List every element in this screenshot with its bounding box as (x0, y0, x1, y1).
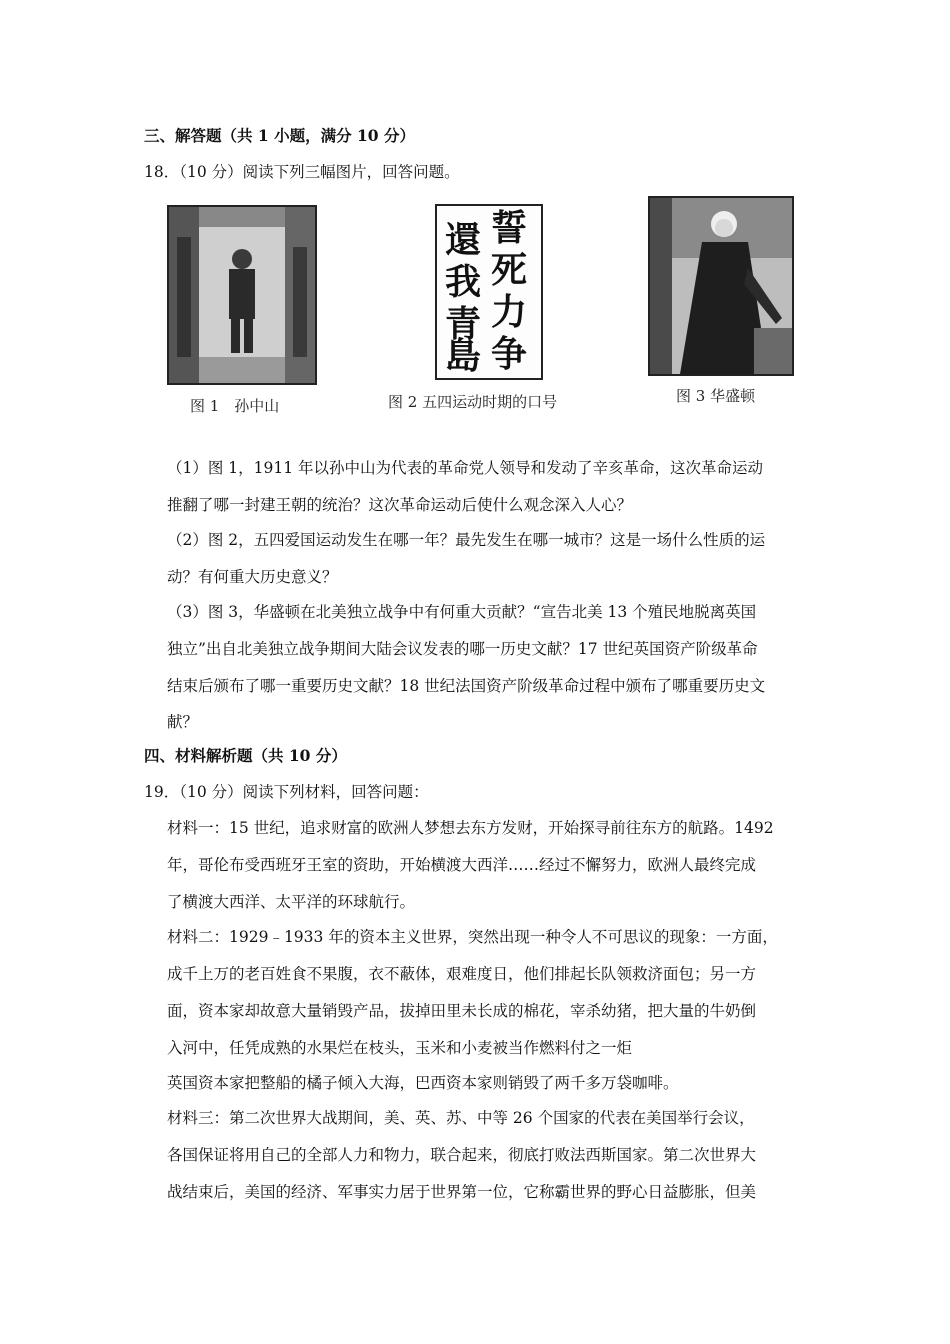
q18-line: （2）图 2，五四爱国运动发生在哪一年？最先发生在哪一城市？这是一场什么性质的运 (167, 531, 766, 549)
q18-line: 结束后颁布了哪一重要历史文献？18 世纪法国资产阶级革命过程中颁布了哪重要历史文 (167, 677, 766, 695)
q18-stem: 18．（10 分）阅读下列三幅图片，回答问题。 (144, 163, 460, 181)
slogan-char: 島 (445, 335, 482, 377)
q19-line: 各国保证将用自己的全部人力和物力，联合起来，彻底打败法西斯国家。第二次世界大 (167, 1146, 757, 1164)
slogan-board (435, 204, 543, 380)
portrait-photo-icon (167, 205, 317, 385)
q19-line: 战结束后，美国的经济、军事实力居于世界第一位，它称霸世界的野心日益膨胀，但美 (167, 1183, 757, 1201)
section4-heading: 四、材料解析题（共 10 分） (144, 746, 347, 765)
q19-line: 入河中，任凭成熟的水果烂在枝头，玉米和小麦被当作燃料付之一炬 (167, 1039, 633, 1057)
q19-line: 材料二：1929﹣1933 年的资本主义世界，突然出现一种令人不可思议的现象：一方面， (167, 928, 778, 946)
q19-line: 面，资本家却故意大量销毁产品，拔掉田里未长成的棉花，宰杀幼猪，把大量的牛奶倒 (167, 1002, 757, 1020)
slogan-char: 争 (491, 333, 528, 375)
slogan-char: 死 (491, 249, 528, 291)
slogan-char: 誓 (491, 207, 528, 249)
slogan-char: 力 (491, 291, 528, 333)
figure-3-caption: 图 3 华盛顿 (676, 387, 756, 405)
q18-line: 推翻了哪一封建王朝的统治？这次革命运动后使什么观念深入人心？ (167, 496, 633, 514)
slogan-char: 我 (445, 261, 482, 303)
slogan-char: 還 (445, 219, 482, 261)
figure-1-caption: 图 1 孙中山 (190, 397, 280, 415)
q19-line: 英国资本家把整船的橘子倾入大海，巴西资本家则销毁了两千多万袋咖啡。 (167, 1074, 679, 1092)
section3-heading: 三、解答题（共 1 小题，满分 10 分） (144, 126, 415, 145)
q18-line: 独立”出自北美独立战争期间大陆会议发表的哪一历史文献？17 世纪英国资产阶级革命 (167, 640, 758, 658)
q19-line: 材料三：第二次世界大战期间，美、英、苏、中等 26 个国家的代表在美国举行会议， (167, 1109, 755, 1127)
q18-line: 献？ (167, 713, 199, 731)
q19-line: 了横渡大西洋、太平洋的环球航行。 (167, 893, 416, 911)
figure-2-caption: 图 2 五四运动时期的口号 (388, 393, 558, 411)
slogan-char: 青 (445, 303, 482, 345)
q19-line: 成千上万的老百姓食不果腹，衣不蔽体，艰难度日，他们排起长队领救济面包；另一方 (167, 965, 757, 983)
q18-line: 动？有何重大历史意义？ (167, 568, 338, 586)
q18-line: （3）图 3，华盛顿在北美独立战争中有何重大贡献？“宣告北美 13 个殖民地脱离英国 (167, 603, 757, 621)
q19-line: 年，哥伦布受西班牙王室的资助，开始横渡大西洋……经过不懈努力，欧洲人最终完成 (167, 856, 757, 874)
q19-stem: 19．（10 分）阅读下列材料，回答问题： (144, 783, 429, 801)
q18-line: （1）图 1，1911 年以孙中山为代表的革命党人领导和发动了辛亥革命，这次革命运动 (167, 459, 764, 477)
q19-line: 材料一：15 世纪，追求财富的欧洲人梦想去东方发财，开始探寻前往东方的航路。1492 (167, 819, 774, 837)
portrait-photo-icon (648, 196, 794, 376)
